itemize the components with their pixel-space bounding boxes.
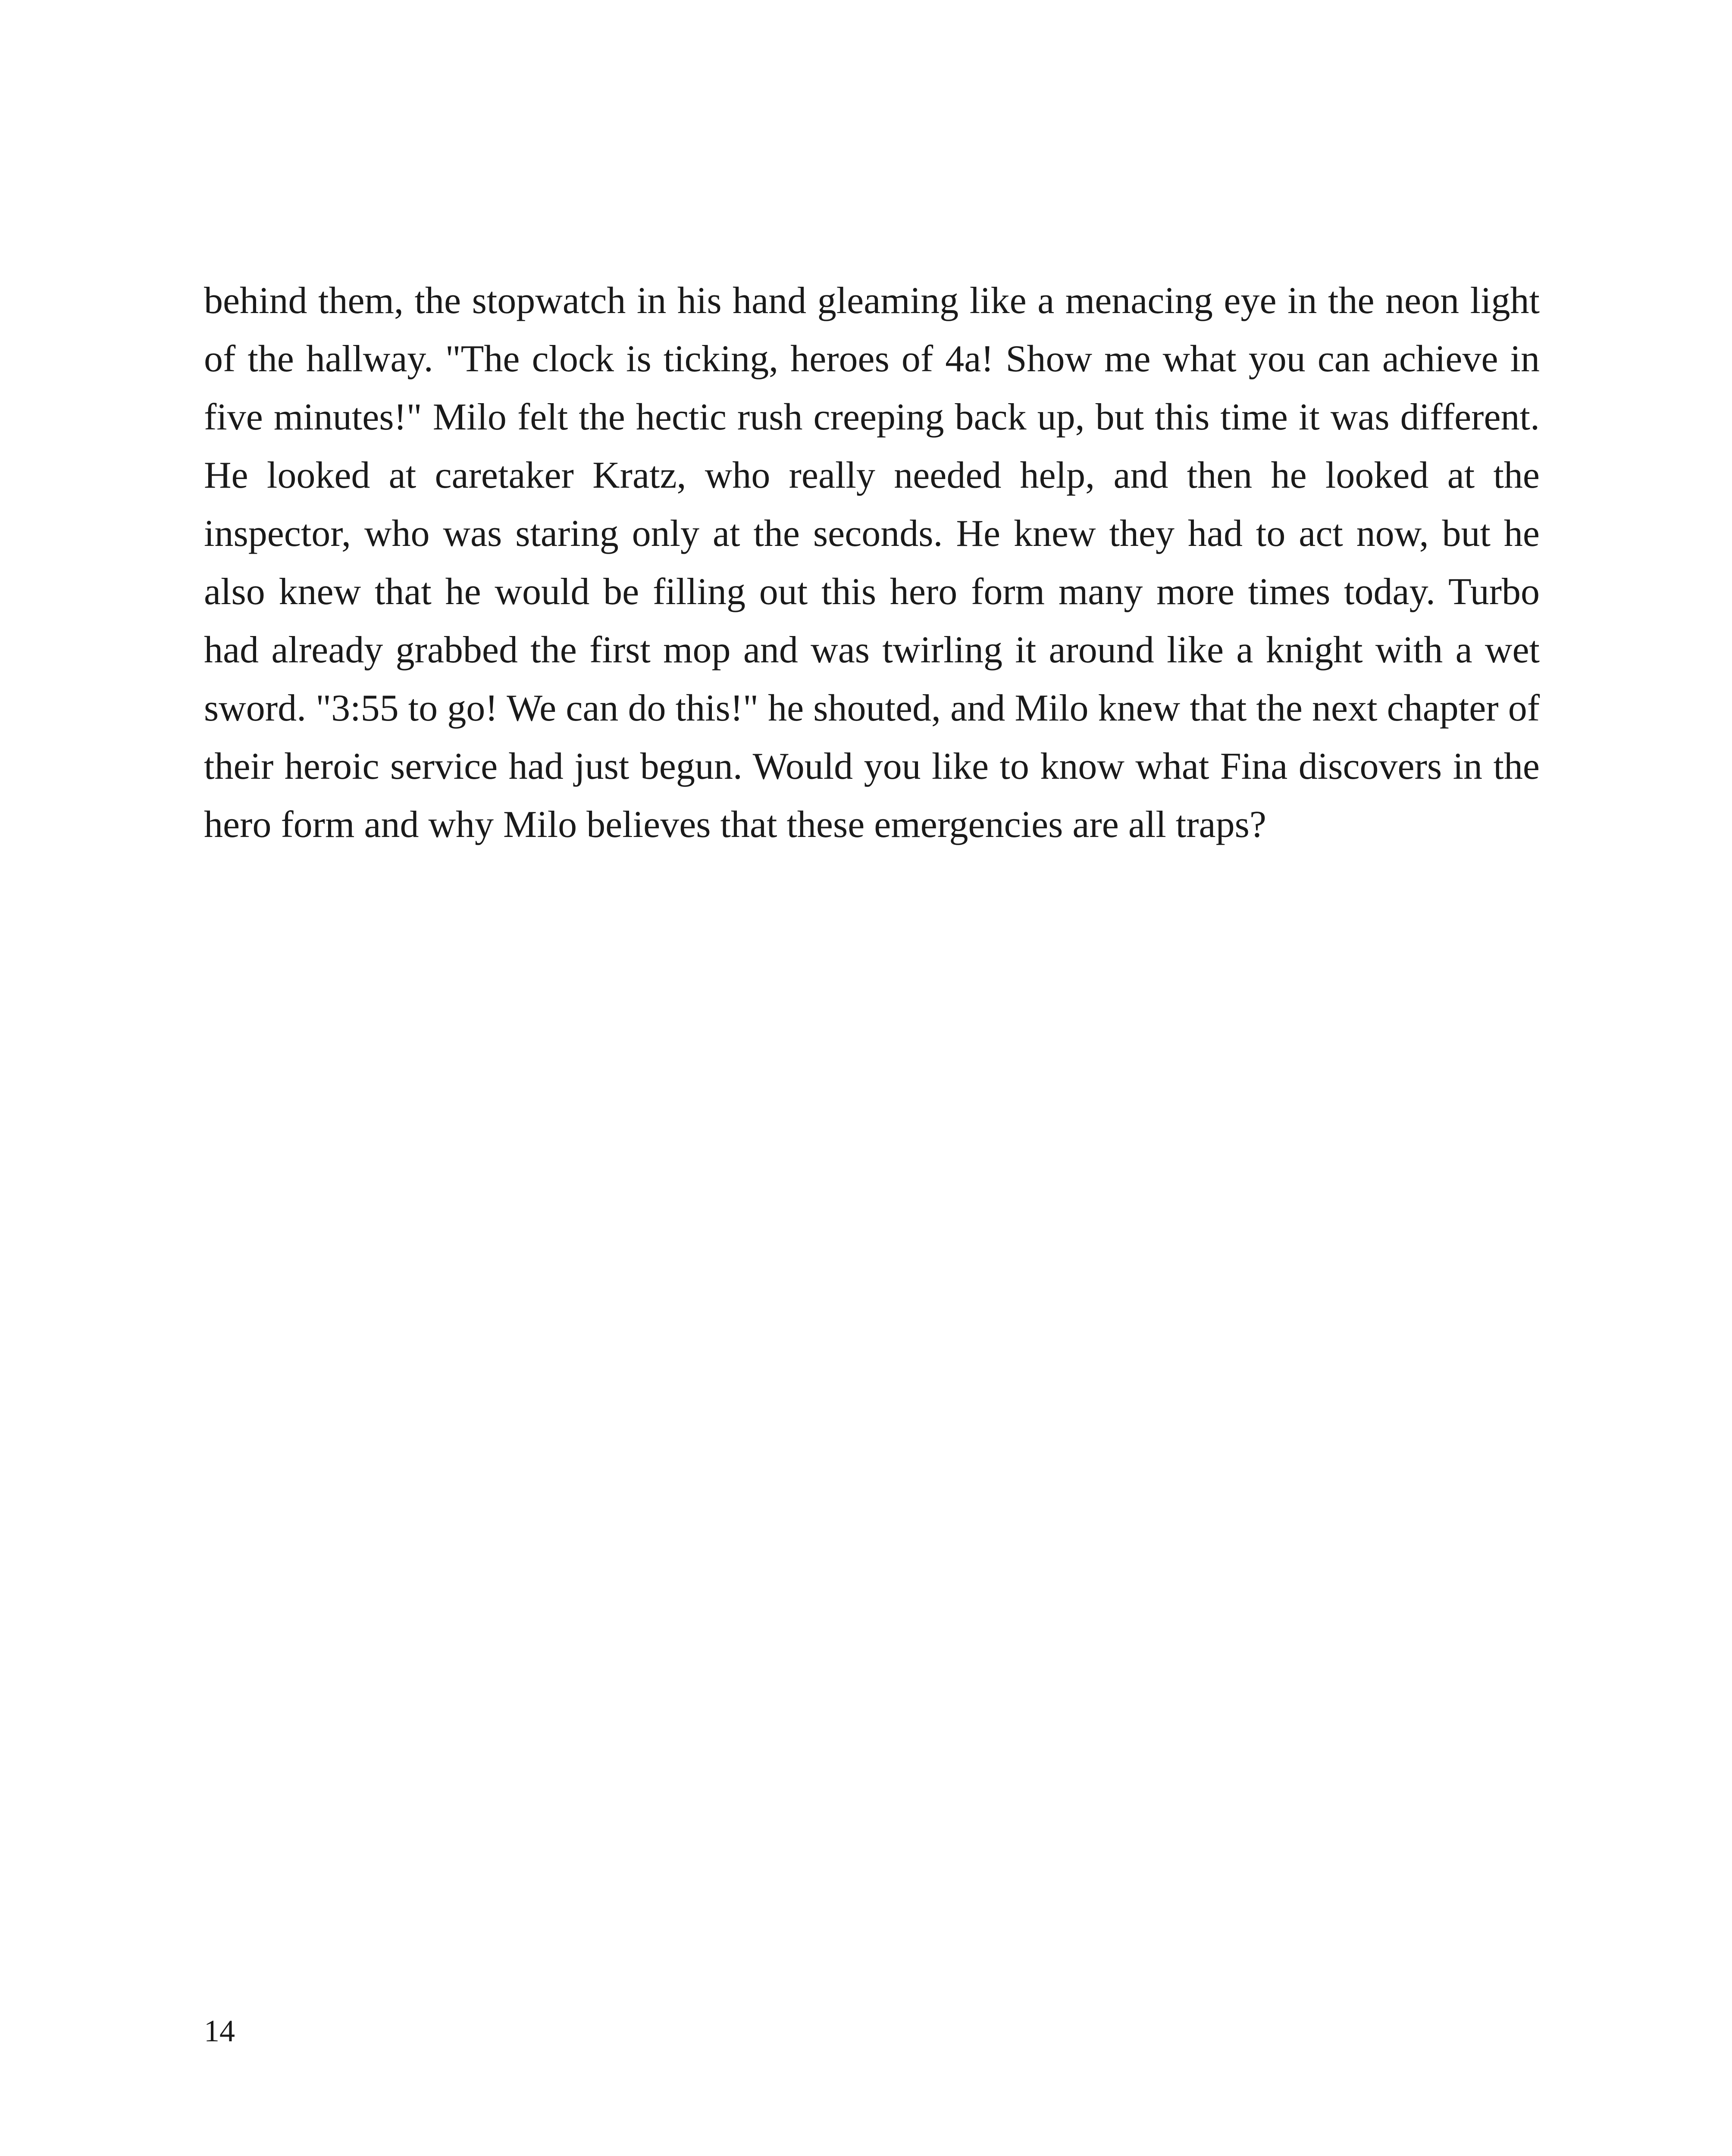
body-paragraph: behind them, the stopwatch in his hand gleaming like a menacing eye in the neon light of the hallway. "The clock is ticking, heroes of 4a! Show me what you can achieve in five minutes!" Milo felt the hectic rush creeping back up, but this time it was different. He looked at caretaker Kratz, who really needed help, and then he looked at the inspector, who was staring only at the seconds. He knew they had to act now, but he also knew that he would be filling out this hero form many more times today. Turbo had already grabbed the first mop and was twirling it around like a knight with a wet sword. "3:55 to go! We can do this!" he shouted, and Milo knew that the next chapter of their heroic service had just begun. Would you like to know what Fina discovers in the hero form and why Milo believes that these emergencies are all traps? xyxy=(204,280,1540,846)
page-number: 14 xyxy=(204,2014,235,2048)
